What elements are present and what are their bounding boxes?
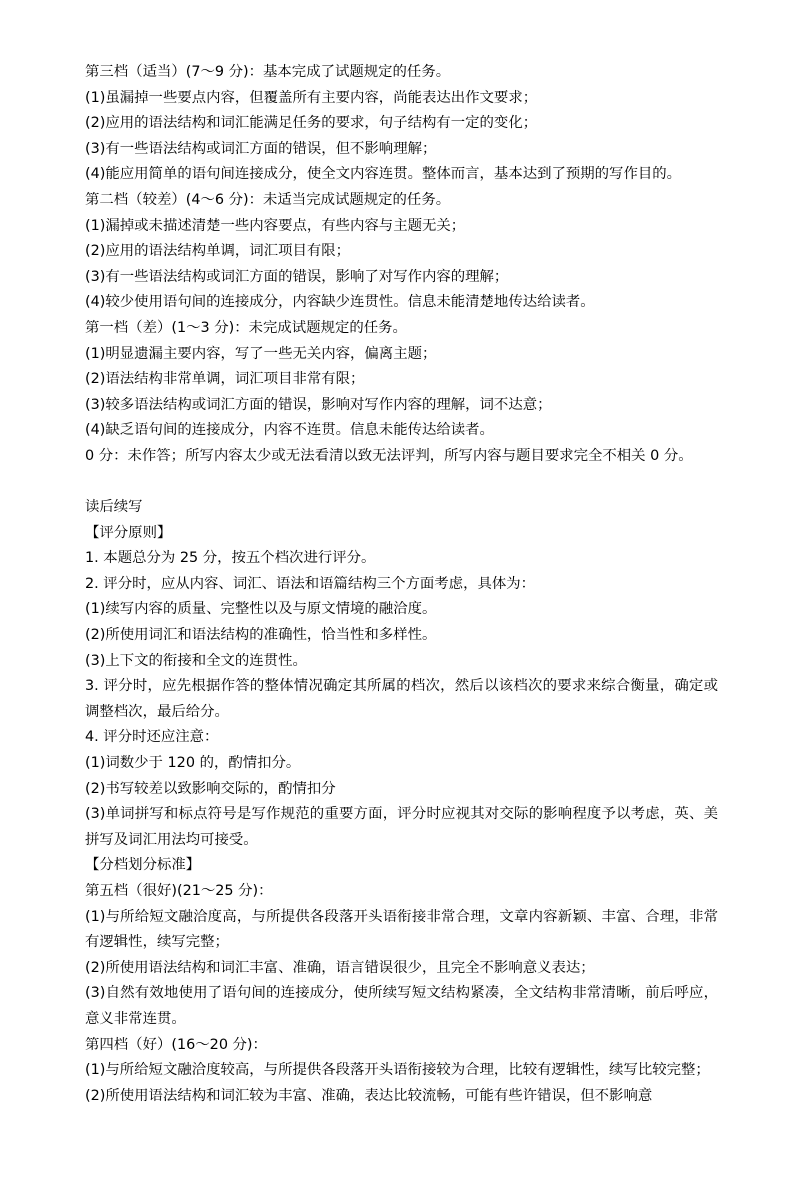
subsection-heading-scoring-principles: 【评分原则】 xyxy=(85,524,172,541)
text-line: (2)应用的语法结构单调，词汇项目有限； xyxy=(85,243,351,260)
text-line: 第五档（很好)(21～25 分)： xyxy=(85,883,273,899)
text-line: (2)语法结构非常单调，词汇项目非常有限； xyxy=(85,371,365,388)
text-line: (4)缺乏语句间的连接成分，内容不连贯。信息未能传达给读者。 xyxy=(85,422,494,439)
text-paragraph: (1)与所给短文融洽度高，与所提供各段落开头语衔接非常合理，文章内容新颖、丰富、合理，非常有逻辑性，续写完整； xyxy=(85,908,718,951)
text-paragraph: (3)自然有效地使用了语句间的连接成分，使所续写短文结构紧凑，全文结构非常清晰，前后呼应，意义非常连贯。 xyxy=(85,985,718,1027)
text-paragraph: 0 分：未作答；所写内容太少或无法看清以致无法评判，所写内容与题目要求完全不相关 0 分。 xyxy=(85,447,693,464)
text-paragraph: (2)所使用语法结构和词汇较为丰富、准确，表达比较流畅，可能有些许错误，但不影响意 xyxy=(85,1087,653,1104)
text-line: (2)所使用语法结构和词汇丰富、准确，语言错误很少，且完全不影响意义表达； xyxy=(85,959,595,976)
text-paragraph: (1)与所给短文融洽度较高，与所提供各段落开头语衔接较为合理，比较有逻辑性，续写比较完整； xyxy=(85,1062,710,1079)
text-paragraph: (3)单词拼写和标点符号是写作规范的重要方面，评分时应视其对交际的影响程度予以考虑，英、美拼写及词汇用法均可接受。 xyxy=(85,806,718,848)
text-line: (1)词数少于 120 的，酌情扣分。 xyxy=(85,755,301,772)
text-line: (3)有一些语法结构或词汇方面的错误，影响了对写作内容的理解； xyxy=(85,268,509,285)
text-line: (2)所使用词汇和语法结构的准确性，恰当性和多样性。 xyxy=(85,627,437,644)
text-line: 第三档（适当）(7～9 分)：基本完成了试题规定的任务。 xyxy=(85,64,451,80)
text-line: (1)明显遗漏主要内容，写了一些无关内容，偏离主题； xyxy=(85,345,437,362)
text-line: 4. 评分时还应注意： xyxy=(85,729,219,746)
subsection-heading-grade-criteria: 【分档划分标准】 xyxy=(85,857,201,874)
text-line: 第二档（较差）(4～6 分)：未适当完成试题规定的任务。 xyxy=(85,191,451,208)
text-line: 1. 本题总分为 25 分，按五个档次进行评分。 xyxy=(85,550,376,567)
text-line: (1)漏掉或未描述清楚一些内容要点，有些内容与主题无关； xyxy=(85,217,466,234)
text-paragraph: (4)能应用简单的语句间连接成分，使全文内容连贯。整体而言，基本达到了预期的写作目的。 xyxy=(85,166,682,183)
text-line: (3)较多语法结构或词汇方面的错误，影响对写作内容的理解，词不达意； xyxy=(85,396,552,413)
text-line: (1)续写内容的质量、完整性以及与原文情境的融洽度。 xyxy=(85,601,437,618)
text-line: 第一档（差）(1～3 分)：未完成试题规定的任务。 xyxy=(85,319,407,336)
section-heading-reading-continuation: 读后续写 xyxy=(85,499,143,516)
text-line: (3)上下文的衔接和全文的连贯性。 xyxy=(85,652,307,669)
text-line: 第四档（好）(16～20 分)： xyxy=(85,1036,267,1053)
text-line: (2)书写较差以致影响交际的，酌情扣分 xyxy=(85,780,336,797)
text-line: (2)应用的语法结构和词汇能满足任务的要求，句子结构有一定的变化； xyxy=(85,115,538,132)
document-text-body xyxy=(85,60,718,1109)
text-line: (1)虽漏掉一些要点内容，但覆盖所有主要内容，尚能表达出作文要求； xyxy=(85,89,538,106)
text-paragraph: 3. 评分时，应先根据作答的整体情况确定其所属的档次，然后以该档次的要求来综合衡量，确定或调整档次，最后给分。 xyxy=(85,678,718,720)
text-line: 2. 评分时，应从内容、词汇、语法和语篇结构三个方面考虑，具体为： xyxy=(85,575,536,592)
blank-line xyxy=(85,470,718,496)
text-line: (3)有一些语法结构或词汇方面的错误，但不影响理解； xyxy=(85,140,437,157)
text-line: (4)较少使用语句间的连接成分，内容缺少连贯性。信息未能清楚地传达给读者。 xyxy=(85,294,595,311)
